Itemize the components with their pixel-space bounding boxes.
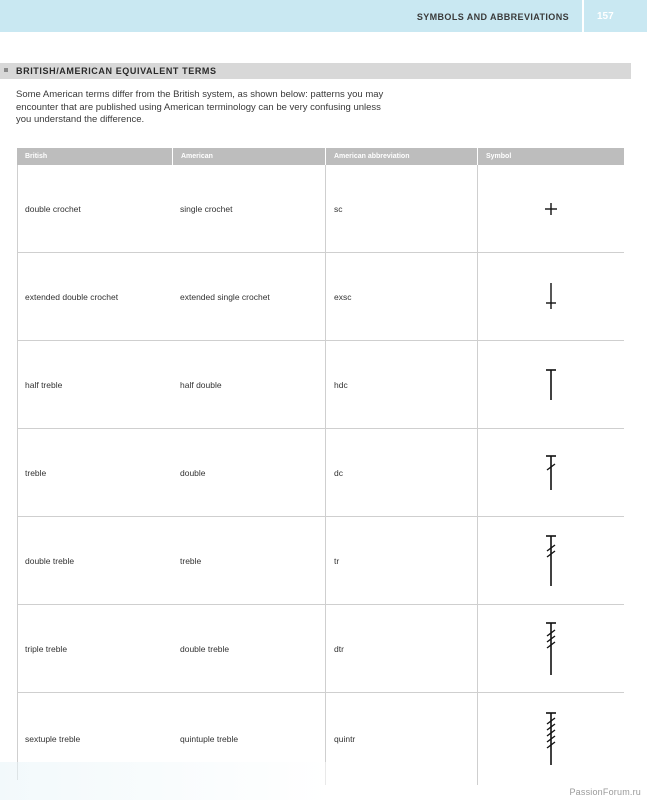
table-row [17, 253, 624, 341]
american-abbreviation: exsc [325, 253, 477, 340]
table-header-row [17, 148, 624, 165]
table-row [17, 165, 624, 253]
table-row [17, 341, 624, 429]
table-row [17, 429, 624, 517]
american-abbreviation: hdc [325, 341, 477, 428]
symbol-cell [477, 517, 624, 604]
american-abbreviation: dc [325, 429, 477, 516]
page-header-band [0, 0, 647, 32]
symbol-cell [477, 253, 624, 340]
american-abbreviation: dtr [325, 605, 477, 692]
extended-plus-symbol-icon [541, 279, 561, 315]
american-abbreviation: quintr [325, 693, 477, 785]
british-term: triple treble [25, 643, 68, 654]
page-edge-tint [0, 762, 330, 800]
american-abbreviation: sc [325, 165, 477, 252]
symbol-cell [477, 693, 624, 785]
column-header-american: American [172, 148, 325, 165]
page-number: 157 [597, 11, 614, 22]
t-three-slash-symbol-icon [541, 620, 561, 678]
intro-paragraph: Some American terms differ from the British system, as shown below: patterns you may encounter that are published using American terminology can be very confusing unless you understand the difference. [16, 89, 384, 125]
equivalent-terms-table [17, 148, 624, 785]
british-term: treble [25, 467, 47, 478]
plus-symbol-icon [541, 199, 561, 219]
american-term: quintuple treble [180, 734, 239, 744]
british-term: double crochet [25, 203, 81, 214]
t-five-slash-symbol-icon [541, 710, 561, 768]
section-heading-band [0, 63, 631, 79]
american-term: half double [180, 379, 222, 390]
column-header-british: British [25, 153, 48, 160]
watermark: PassionForum.ru [569, 787, 641, 797]
column-header-symbol: Symbol [477, 148, 624, 165]
table-row [17, 517, 624, 605]
american-term: extended single crochet [180, 291, 270, 302]
symbol-cell [477, 341, 624, 428]
t-one-slash-symbol-icon [541, 453, 561, 493]
american-term: double [180, 467, 206, 478]
bullet-icon [4, 68, 8, 72]
american-abbreviation: tr [325, 517, 477, 604]
section-title: BRITISH/AMERICAN EQUIVALENT TERMS [16, 66, 217, 76]
t-symbol-icon [541, 367, 561, 403]
symbol-cell [477, 165, 624, 252]
british-term: sextuple treble [25, 734, 81, 744]
british-term: extended double crochet [25, 291, 119, 302]
american-term: single crochet [180, 203, 233, 214]
symbol-cell [477, 605, 624, 692]
symbol-cell [477, 429, 624, 516]
column-header-american-abbreviation: American abbreviation [325, 148, 477, 165]
american-term: treble [180, 555, 202, 566]
t-two-slash-symbol-icon [541, 533, 561, 589]
american-term: double treble [180, 643, 230, 654]
british-term: half treble [25, 379, 63, 390]
running-header-title: SYMBOLS AND ABBREVIATIONS [416, 12, 569, 22]
table-row [17, 605, 624, 693]
header-divider [582, 0, 584, 32]
british-term: double treble [25, 555, 75, 566]
